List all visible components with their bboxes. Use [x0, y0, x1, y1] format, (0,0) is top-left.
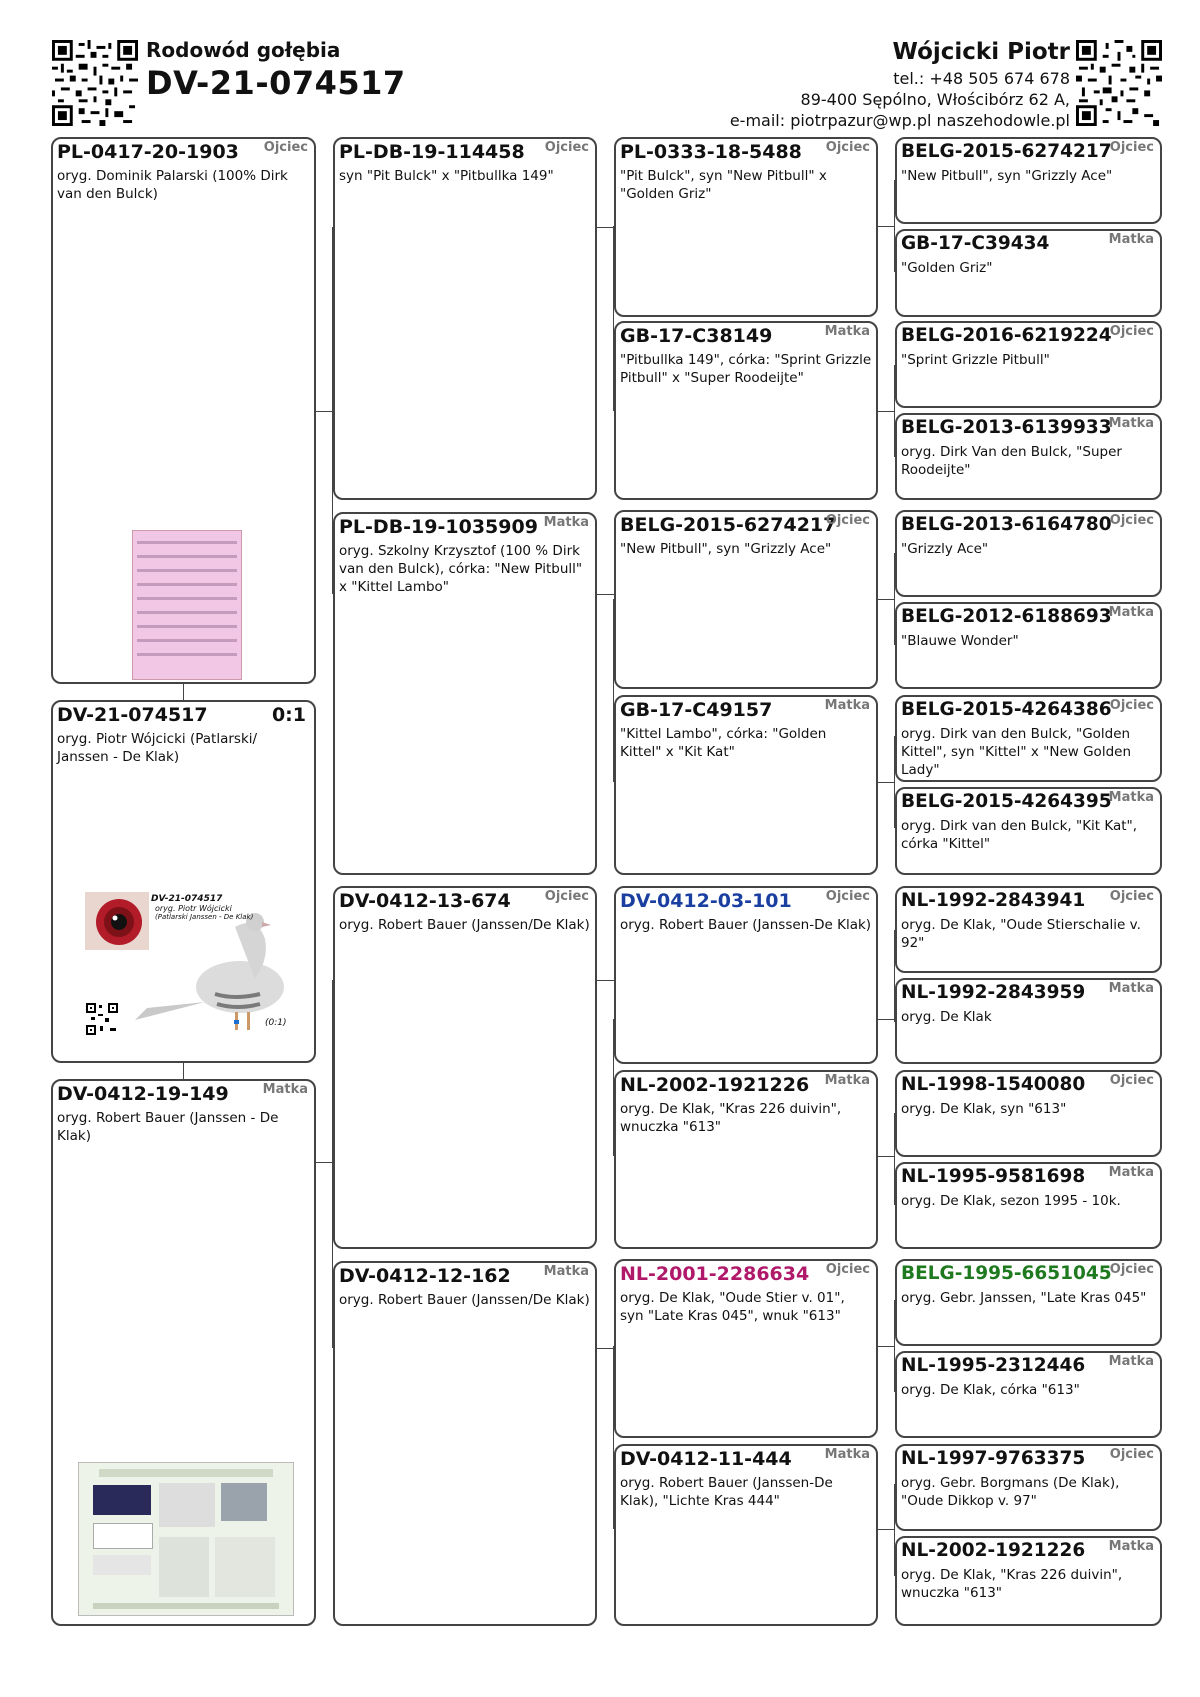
ancestor-desc: oryg. Robert Bauer (Janssen/De Klak) [339, 917, 590, 933]
ancestor-ring: BELG-2015-6274217 [620, 514, 837, 536]
sire-sex: Ojciec [263, 140, 308, 155]
ancestor-ring: NL-1995-2312446 [901, 1355, 1086, 1376]
dam-ring: DV-0412-19-149 [57, 1083, 229, 1105]
ancestor-sex: Matka [1108, 981, 1154, 996]
ancestor-desc: oryg. Dirk van den Bulck, "Kit Kat", córka "Kittel" [901, 818, 1138, 852]
ancestor-sex: Matka [1108, 790, 1154, 805]
gen3-card[interactable] [614, 510, 878, 689]
ancestor-sex: Ojciec [1109, 513, 1154, 528]
ancestor-sex: Ojciec [1109, 1073, 1154, 1088]
sire-dam-card[interactable] [333, 512, 597, 875]
gen4-card[interactable] [895, 413, 1162, 500]
owner-contact [730, 36, 1070, 131]
ancestor-desc: oryg. De Klak [901, 1009, 992, 1025]
subject-ring-header: DV-21-074517 [146, 64, 406, 102]
ancestor-sex: Matka [1108, 1165, 1154, 1180]
ancestor-sex: Matka [1108, 605, 1154, 620]
owner-address: 89-400 Sępólno, Włościbórz 62 A, [800, 90, 1070, 109]
gen3-card[interactable] [614, 137, 878, 317]
qr-code-left [52, 40, 138, 126]
ancestor-desc: "Sprint Grizzle Pitbull" [901, 352, 1050, 368]
photo-caption-ring: DV-21-074517 [151, 894, 223, 904]
ancestor-ring: DV-0412-13-674 [339, 890, 511, 912]
gen4-card[interactable] [895, 229, 1162, 317]
ancestor-ring: BELG-2015-4264386 [901, 699, 1112, 720]
ancestor-sex: Ojciec [825, 513, 870, 528]
ancestor-sex: Ojciec [1109, 698, 1154, 713]
photo-caption-owner: oryg. Piotr Wójcicki [155, 904, 232, 913]
gen4-card[interactable] [895, 978, 1162, 1064]
ancestor-ring: NL-1998-1540080 [901, 1074, 1086, 1095]
ancestor-desc: oryg. Gebr. Borgmans (De Klak), "Oude Dikkop v. 97" [901, 1475, 1120, 1509]
ancestor-desc: "Grizzly Ace" [901, 541, 989, 557]
pigeon-photo [85, 892, 287, 1047]
sire-desc: oryg. Dominik Palarski (100% Dirk van den Bulck) [57, 168, 288, 202]
ancestor-desc: oryg. De Klak, "Kras 226 duivin", wnuczka "613" [901, 1567, 1123, 1601]
ancestor-desc: oryg. Gebr. Janssen, "Late Kras 045" [901, 1290, 1147, 1306]
gen4-card[interactable] [895, 602, 1162, 689]
ancestor-desc: "New Pitbull", syn "Grizzly Ace" [901, 168, 1113, 184]
ancestor-desc: "Golden Griz" [901, 260, 993, 276]
gen4-card[interactable] [895, 1162, 1162, 1249]
ancestor-ring: BELG-1995-6651045 [901, 1263, 1112, 1284]
ancestor-desc: oryg. Dirk van den Bulck, "Golden Kittel", syn "Kittel" x "New Golden Lady" [901, 726, 1131, 778]
ancestor-desc: oryg. Robert Bauer (Janssen-De Klak) [620, 917, 872, 933]
ancestor-ring: DV-0412-11-444 [620, 1448, 792, 1470]
gen3-card[interactable] [614, 1070, 878, 1249]
ancestor-ring: PL-DB-19-1035909 [339, 516, 538, 538]
ancestor-sex: Ojciec [544, 889, 589, 904]
ancestor-ring: NL-1992-2843941 [901, 890, 1086, 911]
owner-email-web: e-mail: piotrpazur@wp.pl naszehodowle.pl [729, 111, 1070, 130]
ancestor-ring: DV-0412-03-101 [620, 890, 792, 912]
ancestor-sex: Ojciec [1109, 1262, 1154, 1277]
ancestor-ring: PL-0333-18-5488 [620, 141, 802, 163]
ancestor-sex: Matka [1108, 1539, 1154, 1554]
ancestor-ring: NL-1995-9581698 [901, 1166, 1086, 1187]
gen4-card[interactable] [895, 137, 1162, 224]
sire-sire-card[interactable] [333, 137, 597, 500]
ancestor-ring: BELG-2013-6164780 [901, 514, 1112, 535]
ancestor-desc: oryg. De Klak, "Oude Stier v. 01", syn "Late Kras 045", wnuk "613" [620, 1290, 845, 1324]
ancestor-ring: NL-2001-2286634 [620, 1263, 810, 1285]
ancestor-sex: Matka [824, 1447, 870, 1462]
gen3-card[interactable] [614, 886, 878, 1064]
document-title: Rodowód gołębia [146, 38, 341, 62]
gen3-card[interactable] [614, 1259, 878, 1438]
ancestor-desc: "Kittel Lambo", córka: "Golden Kittel" x "Kit Kat" [620, 726, 827, 760]
ancestor-sex: Ojciec [1109, 1447, 1154, 1462]
dam-desc: oryg. Robert Bauer (Janssen - De Klak) [57, 1110, 279, 1144]
gen4-card[interactable] [895, 886, 1162, 973]
ancestor-desc: oryg. De Klak, sezon 1995 - 10k. [901, 1193, 1121, 1209]
ancestor-sex: Ojciec [544, 140, 589, 155]
ancestor-ring: GB-17-C49157 [620, 699, 773, 721]
ancestor-ring: BELG-2012-6188693 [901, 606, 1112, 627]
ancestor-ring: NL-1992-2843959 [901, 982, 1086, 1003]
ancestor-desc: oryg. De Klak, syn "613" [901, 1101, 1067, 1117]
gen3-card[interactable] [614, 321, 878, 500]
gen4-card[interactable] [895, 695, 1162, 782]
ancestor-sex: Matka [543, 515, 589, 530]
ancestor-sex: Ojciec [1109, 889, 1154, 904]
ancestor-sex: Matka [1108, 232, 1154, 247]
qr-code-right [1076, 40, 1162, 126]
gen4-card[interactable] [895, 321, 1162, 408]
ancestor-ring: NL-1997-9763375 [901, 1448, 1086, 1469]
subject-score: 0:1 [271, 704, 306, 726]
subject-ring: DV-21-074517 [57, 704, 208, 726]
ancestor-desc: syn "Pit Bulck" x "Pitbullka 149" [339, 168, 554, 184]
ancestor-ring: BELG-2015-6274217 [901, 141, 1112, 162]
ancestor-sex: Matka [1108, 1354, 1154, 1369]
ancestor-sex: Ojciec [1109, 324, 1154, 339]
pedigree-thumbnail-image [132, 530, 242, 680]
gen4-card[interactable] [895, 1444, 1162, 1531]
ancestor-desc: oryg. De Klak, "Oude Stierschalie v. 92" [901, 917, 1141, 951]
ancestor-sex: Ojciec [825, 889, 870, 904]
ancestor-ring: BELG-2016-6219224 [901, 325, 1112, 346]
gen3-card[interactable] [614, 1444, 878, 1626]
dam-dam-card[interactable] [333, 1261, 597, 1626]
ancestor-sex: Matka [824, 698, 870, 713]
ancestor-desc: oryg. De Klak, "Kras 226 duivin", wnuczka "613" [620, 1101, 842, 1135]
ancestor-desc: "Pitbullka 149", córka: "Sprint Grizzle Pitbull" x "Super Roodeijte" [620, 352, 872, 386]
dam-sex: Matka [262, 1082, 308, 1097]
ancestor-sex: Matka [543, 1264, 589, 1279]
ancestor-desc: oryg. De Klak, córka "613" [901, 1382, 1080, 1398]
ancestor-ring: NL-2002-1921226 [901, 1540, 1086, 1561]
gen4-card[interactable] [895, 787, 1162, 875]
ancestor-desc: "Pit Bulck", syn "New Pitbull" x "Golden Griz" [620, 168, 827, 202]
ancestor-desc: oryg. Robert Bauer (Janssen-De Klak), "Lichte Kras 444" [620, 1475, 833, 1509]
ancestor-ring: PL-DB-19-114458 [339, 141, 525, 163]
gen4-card[interactable] [895, 1351, 1162, 1438]
ancestor-desc: "Blauwe Wonder" [901, 633, 1019, 649]
subject-desc: oryg. Piotr Wójcicki (Patlarski/ Janssen - De Klak) [57, 731, 258, 765]
ancestor-sex: Matka [824, 324, 870, 339]
gen4-card[interactable] [895, 1070, 1162, 1157]
ancestor-ring: NL-2002-1921226 [620, 1074, 810, 1096]
photo-score: (0:1) [265, 1018, 287, 1028]
ancestor-ring: DV-0412-12-162 [339, 1265, 511, 1287]
ancestor-ring: GB-17-C39434 [901, 233, 1050, 254]
ancestor-ring: GB-17-C38149 [620, 325, 773, 347]
gen4-card[interactable] [895, 510, 1162, 597]
ancestor-sex: Matka [1108, 416, 1154, 431]
photo-caption-line: (Patlarski Janssen - De Klak) [155, 913, 254, 921]
ancestor-desc: oryg. Szkolny Krzysztof (100 % Dirk van den Bulck), córka: "New Pitbull" x "Kittel Lambo" [339, 543, 583, 595]
ancestor-sex: Ojciec [825, 1262, 870, 1277]
owner-phone: tel.: +48 505 674 678 [893, 69, 1070, 88]
ancestor-ring: BELG-2015-4264395 [901, 791, 1112, 812]
gen4-card[interactable] [895, 1536, 1162, 1626]
ancestor-desc: oryg. Dirk Van den Bulck, "Super Roodeijte" [901, 444, 1122, 478]
dam-sire-card[interactable] [333, 886, 597, 1249]
owner-name: Wójcicki Piotr [892, 39, 1070, 65]
gen4-card[interactable] [895, 1259, 1162, 1346]
ancestor-sex: Ojciec [1109, 140, 1154, 155]
sire-ring: PL-0417-20-1903 [57, 141, 239, 163]
dam-certificate-image [78, 1462, 294, 1616]
ancestor-sex: Ojciec [825, 140, 870, 155]
gen3-card[interactable] [614, 695, 878, 875]
ancestor-desc: "New Pitbull", syn "Grizzly Ace" [620, 541, 832, 557]
ancestor-ring: BELG-2013-6139933 [901, 417, 1112, 438]
ancestor-sex: Matka [824, 1073, 870, 1088]
ancestor-desc: oryg. Robert Bauer (Janssen/De Klak) [339, 1292, 590, 1308]
